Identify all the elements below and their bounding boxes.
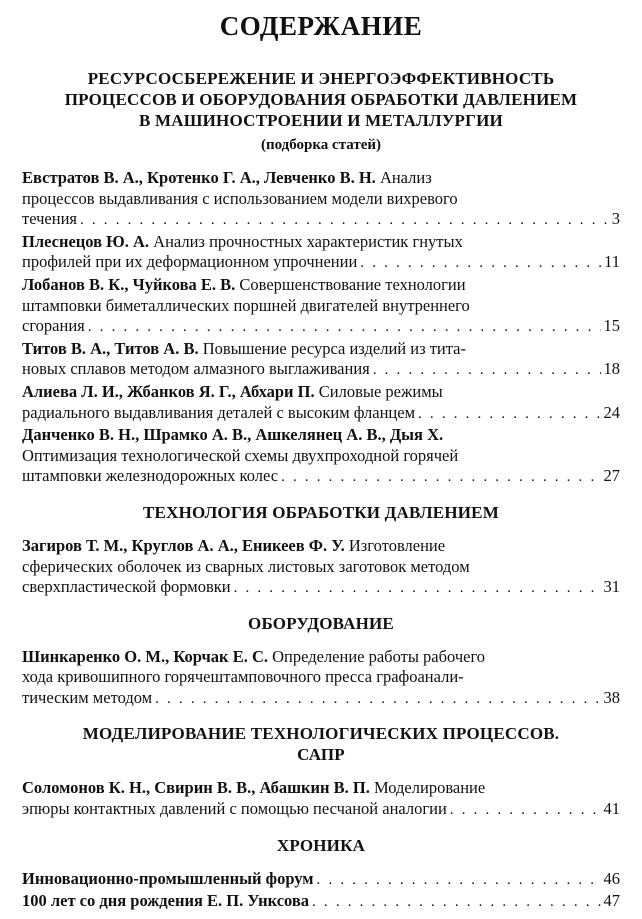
entry-title-text: течения (22, 209, 77, 229)
entry-line (22, 275, 620, 296)
section-subtitle: (подборка статей) (260, 137, 382, 153)
entry-last-line (22, 252, 620, 274)
entry-title-text: штамповки железнодорожных колес (22, 466, 279, 486)
entry-title-text: хода кривошипного горячештамповочного пресса графоанали- (22, 667, 464, 687)
entry-line (22, 339, 620, 360)
contents-sections (22, 68, 620, 913)
leader-dots (360, 253, 601, 274)
contents-section (22, 68, 620, 488)
entry-last-line (22, 209, 620, 231)
entry-title-text: сгорания (22, 316, 85, 336)
entry-title-text: Моделирование (369, 778, 486, 798)
section-title-line: МОДЕЛИРОВАНИЕ ТЕХНОЛОГИЧЕСКИХ ПРОЦЕССОВ. (82, 724, 560, 744)
entry-text (22, 577, 231, 598)
section-title-line: РЕСУРСОСБЕРЕЖЕНИЕ И ЭНЕРГОЭФФЕКТИВНОСТЬ (87, 69, 555, 88)
section-title (22, 502, 620, 523)
entry-text (22, 891, 309, 912)
toc-entry[interactable] (22, 339, 620, 381)
section-title-line: ХРОНИКА (276, 835, 366, 855)
leader-dots (80, 210, 609, 231)
entry-text (22, 403, 415, 424)
entry-text (22, 252, 357, 273)
entry-page-number: 27 (603, 466, 620, 486)
entry-page-number: 15 (603, 316, 620, 336)
toc-entry[interactable] (22, 275, 620, 338)
leader-dots (88, 317, 601, 338)
entry-page-number: 18 (603, 359, 620, 379)
toc-entry[interactable] (22, 869, 620, 891)
entry-title-text: Изготовление (344, 535, 446, 555)
leader-dots (234, 578, 601, 599)
entry-authors: Евстратов В. А., Кротенко Г. А., Левченко В. Н. (22, 168, 376, 187)
entry-last-line (22, 316, 620, 338)
entry-last-line (22, 403, 620, 425)
entry-last-line (22, 359, 620, 381)
toc-entry[interactable] (22, 232, 620, 274)
entry-authors: Инновационно-промышленный форум (22, 868, 314, 888)
section-title (22, 723, 620, 765)
toc-entry[interactable] (22, 168, 620, 231)
entry-line (22, 536, 620, 557)
leader-dots (155, 689, 600, 710)
entry-line (22, 232, 620, 253)
contents-section (22, 613, 620, 710)
entry-title-text: сверхпластической формовки (22, 577, 231, 597)
leader-dots (312, 892, 600, 913)
entry-title-text: Анализ прочностных характеристик гнутых (149, 231, 463, 251)
entry-line (22, 667, 620, 688)
contents-section (22, 835, 620, 913)
leader-dots (373, 360, 601, 381)
entry-title-text: Совершенствование технологии (235, 274, 466, 294)
entry-page-number: 41 (603, 799, 620, 819)
entry-title-text: Силовые режимы (314, 381, 443, 401)
entry-page-number: 11 (604, 252, 620, 272)
entry-authors: Лобанов В. К., Чуйкова Е. В. (22, 274, 236, 294)
toc-entry[interactable] (22, 778, 620, 820)
leader-dots (317, 870, 601, 891)
toc-entry[interactable] (22, 536, 620, 599)
entry-last-line (22, 577, 620, 599)
leader-dots (418, 404, 600, 425)
section-title (22, 68, 620, 131)
entry-authors: 100 лет со дня рождения Е. П. Унксова (22, 891, 310, 911)
toc-entry[interactable] (22, 425, 620, 488)
entry-title-text: профилей при их деформационном упрочнении (22, 252, 358, 272)
entry-authors: Данченко В. Н., Шрамко А. В., Ашкелянец А. В., Дыя Х. (22, 425, 444, 445)
entry-last-line (22, 799, 620, 821)
entry-authors: Соломонов К. Н., Свирин В. В., Абашкин В. П. (22, 778, 370, 798)
section-title-line: ТЕХНОЛОГИЯ ОБРАБОТКИ ДАВЛЕНИЕМ (143, 502, 499, 522)
entry-title-text: Анализ (375, 168, 432, 187)
section-title (22, 613, 620, 634)
section-title-line: В МАШИНОСТРОЕНИИ И МЕТАЛЛУРГИИ (139, 111, 503, 130)
entry-text (22, 799, 447, 820)
contents-section (22, 502, 620, 599)
entry-line (22, 557, 620, 578)
entry-line (22, 382, 620, 403)
entry-title-text: эпюры контактных давлений с помощью песчаной аналогии (22, 799, 447, 819)
entry-page-number: 3 (611, 209, 620, 229)
entry-text (22, 466, 278, 487)
entry-line (22, 446, 620, 467)
entry-authors: Шинкаренко О. М., Корчак Е. С. (22, 646, 268, 666)
entry-title-text: Оптимизация технологической схемы двухпроходной горячей (22, 445, 459, 465)
entry-title-text: сферических оболочек из сварных листовых заготовок методом (22, 556, 470, 576)
entry-page-number: 47 (603, 891, 620, 911)
entry-page-number: 46 (603, 868, 620, 888)
entry-page-number: 31 (603, 577, 620, 597)
entry-line (22, 647, 620, 668)
entry-last-line (22, 466, 620, 488)
entry-text (22, 688, 152, 709)
toc-entry[interactable] (22, 647, 620, 710)
entry-text (22, 209, 77, 230)
entry-title-text: радиального выдавливания деталей с высоким фланцем (22, 402, 416, 422)
entry-text (22, 869, 314, 890)
entry-last-line (22, 688, 620, 710)
entry-line (22, 189, 620, 210)
section-title-line: ОБОРУДОВАНИЕ (248, 613, 394, 633)
entry-page-number: 24 (603, 402, 620, 422)
entry-authors: Плеснецов Ю. А. (22, 231, 150, 251)
entry-title-text: процессов выдавливания с использованием модели вихревого (22, 188, 458, 208)
page-title: СОДЕРЖАНИЕ (219, 11, 423, 41)
entry-line (22, 425, 620, 446)
entry-text (22, 359, 370, 380)
contents-section (22, 723, 620, 820)
entry-title-text: тическим методом (22, 687, 153, 707)
entry-title-text: новых сплавов методом алмазного выглаживания (22, 359, 370, 379)
section-title-line: САПР (297, 745, 345, 765)
entry-authors: Алиева Л. И., Жбанков Я. Г., Абхари П. (22, 381, 315, 401)
section-title (22, 835, 620, 856)
entry-last-line (22, 869, 620, 891)
section-title-line: ПРОЦЕССОВ И ОБОРУДОВАНИЯ ОБРАБОТКИ ДАВЛЕНИЕМ (64, 90, 578, 109)
entry-page-number: 38 (603, 687, 620, 707)
toc-entry[interactable] (22, 891, 620, 913)
entry-authors: Титов В. А., Титов А. В. (22, 338, 199, 358)
entry-text (22, 316, 85, 337)
entry-last-line (22, 891, 620, 913)
entry-title-text: штамповки биметаллических поршней двигателей внутреннего (22, 295, 470, 315)
entry-authors: Загиров Т. М., Круглов А. А., Еникеев Ф. У. (22, 535, 345, 555)
entry-line (22, 778, 620, 799)
entry-line (22, 168, 620, 189)
entry-title-text: Повышение ресурса изделий из тита- (198, 338, 466, 358)
entry-line (22, 296, 620, 317)
leader-dots (450, 800, 601, 821)
toc-entry[interactable] (22, 382, 620, 424)
entry-title-text: Определение работы рабочего (268, 646, 486, 666)
leader-dots (281, 467, 600, 488)
